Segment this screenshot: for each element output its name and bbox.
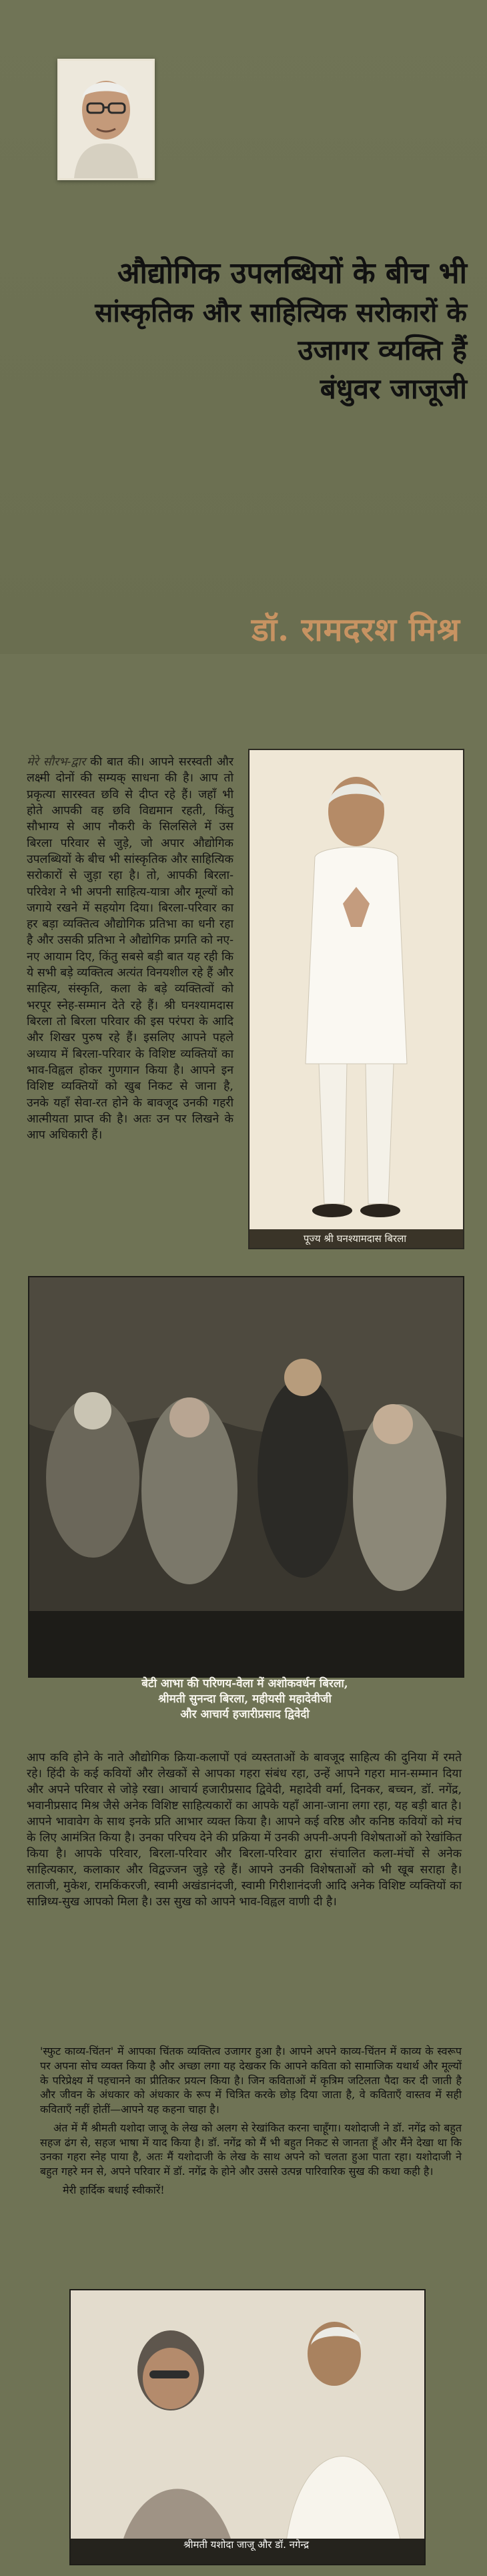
closing-section — [40, 2044, 462, 2198]
left-column-text — [27, 754, 233, 1144]
bottom-photo — [69, 2289, 426, 2565]
main-paragraph: आप कवि होने के नाते औद्योगिक क्रिया-कलापों एवं व्यस्तताओं के बावजूद साहित्य की दुनिया में रमते रहे। हिंदी के कई कवियों और लेखकों से आपका गहरा संबंध रहा, उन्हें आपने गहरा मान-सम्मान दिया और अपने परिवार से जोड़े रखा। आचार्य हजारीप्रसाद द्विवेदी, महादेवी वर्मा, दिनकर, बच्चन, डॉ. नगेंद्र, भवानीप्रसाद मिश्र जैसे अनेक विशिष्ट साहित्यकारों का आपके यहाँ आना-जाना लगा रहा, यह बड़ी बात है। आपने भावावेग के साथ इनके प्रति आभार व्यक्त किया है। आपने कई वरिष्ठ और कनिष्ठ कवियों को मंच के लिए आमंत्रित किया है। उनका परिचय देने की प्रक्रिया में उनकी अपनी-अपनी विशेषताओं को रेखांकित किया है। आपके परिवार, बिरला-परिवार और बिरला-परिवार द्वारा संचालित कला-मंचों से अनेक साहित्यकार, कलाकार और विद्वज्जन जुड़े रहे हैं। आपने उनकी विशेषताओं को भी खूब सराहा है। लताजी, मुकेश, रामकिंकरजी, स्वामी अखंडानंदजी, स्वामी गिरीशानंदजी आदि अनेक विशिष्ट व्यक्तियों का सान्निध्य-सुख आपको मिला है। उस सुख को आपने भाव-विह्वल वाणी दी है। — [27, 1751, 462, 1909]
standing-man-photo — [248, 749, 464, 1249]
author-portrait-photo — [57, 59, 155, 180]
left-column-body: की बात की। आपने सरस्वती और लक्ष्मी दोनों की सम्यक् साधना की है। आप तो प्रकृत्या सारस्वत छवि से दीप्त रहे हैं। जहाँ भी होते आपकी वह छवि विद्यमान रहती, किंतु सौभाग्य से आप नौकरी के सिलसिले में उस बिरला परिवार से जुड़े, जो अपार औद्योगिक उपलब्धियों के बीच भी सांस्कृतिक और साहित्यिक सरोकारों से जुड़ा रहा है। तो, आपकी बिरला-परिवेश ने भी अपनी साहित्य-यात्रा और मूल्यों को जगाये रखने में सहयोग दिया। बिरला-परिवार का हर बड़ा व्यक्तित्व औद्योगिक प्रतिभा का धनी रहा है और उसकी प्रतिभा ने औद्योगिक प्रगति को नए-नए आयाम दिए, किंतु सबसे बड़ी बात यह रही कि ये सभी बड़े व्यक्तित्व अत्यंत विनयशील रहे हैं और साहित्य, संस्कृति, कला के बड़े व्यक्तित्वों को भरपूर स्नेह-सम्मान देते रहे हैं। श्री घनश्यामदास बिरला तो बिरला परिवार की इस परंपरा के आदि और शिखर पुरुष रहे हैं। इसलिए आपने पहले अध्याय में बिरला-परिवार के विशिष्ट व्यक्तियों का भाव-विह्वल होकर गुणगान किया है। आपने इन विशिष्ट व्यक्तियों को खुब निकट से जाना है, उनके यहाँ सेवा-रत होने के बावजूद उनकी गहरी आत्मीयता प्राप्त की है। अतः उन पर लिखने के आप अधिकारी हैं। — [27, 755, 233, 1143]
title-line-4: बंधुवर जाजूजी — [320, 372, 467, 405]
standing-man-illustration — [250, 750, 463, 1248]
bottom-photo-illustration — [71, 2290, 424, 2564]
group-caption-line-2: श्रीमती सुनन्दा बिरला, महीयसी महादेवीजी — [158, 1692, 332, 1706]
group-caption-line-3: और आचार्य हजारीप्रसाद द्विवेदी — [180, 1707, 310, 1721]
article-title — [53, 254, 467, 408]
closing-paragraph-3: मेरी हार्दिक बधाई स्वीकारें! — [63, 2183, 165, 2196]
closing-paragraph-2: अंत में मैं श्रीमती यशोदा जाजू के लेख को अलग से रेखांकित करना चाहूँगा। यशोदाजी ने डॉ. नगेंद्र को बहुत सहज ढंग से, सहज भाषा में याद किया है। डॉ. नगेंद्र को मैं भी बहुत निकट से जानता हूँ और मैंने देखा था कि उनका गहरा स्नेह पाया है, अतः मैं यशोदाजी के लेख के साथ अपने को चलता हुआ पाता रहा। यशोदाजी ने बहुत गहरे मन से, अपने परिवार में डॉ. नगेंद्र के होने और उससे उत्पन्न पारिवारिक सुख की कथा कही है। — [40, 2121, 462, 2178]
group-caption-line-1: बेटी आभा की परिणय-वेला में अशोकवर्धन बिरला, — [141, 1677, 348, 1690]
group-photo-caption — [28, 1676, 462, 1722]
author-portrait-illustration — [59, 61, 153, 178]
closing-paragraph-1: 'स्फुट काव्य-चिंतन' में आपका चिंतक व्यक्तित्व उजागर हुआ है। आपने अपने काव्य-चिंतन में काव्य के स्वरूप पर अपना सोच व्यक्त किया है और अच्छा लगा यह देखकर कि आपने कविता को सामाजिक यथार्थ और मूल्यों के परिप्रेक्ष्य में पहचानने का प्रीतिकर प्रयत्न किया है। जिन कविताओं में कृत्रिम जटिलता पैदा कर दी जाती है और जीवन के अंधकार को अंधकार के रूप में चित्रित करके छोड़ दिया जाता है, वे कविताएँ वास्तव में सही कविताएँ नहीं होतीं—आपने यह कहना चाहा है। — [40, 2045, 462, 2116]
bottom-photo-caption: श्रीमती यशोदा जाजू और डॉ. नगेन्द्र — [183, 2539, 310, 2551]
book-title-lead: मेरे सौरभ-द्वार — [27, 755, 86, 769]
group-photo-illustration — [29, 1277, 463, 1676]
group-photo — [28, 1276, 464, 1678]
author-name: डॉ. रामदरश मिश्र — [252, 611, 460, 649]
title-line-2: सांस्कृतिक और साहित्यिक सरोकारों के — [95, 296, 467, 328]
standing-man-caption: पूज्य श्री घनश्यामदास बिरला — [303, 1233, 407, 1245]
title-line-3: उजागर व्यक्ति हैं — [298, 333, 467, 366]
title-line-1: औद्योगिक उपलब्धियों के बीच भी — [117, 256, 467, 290]
